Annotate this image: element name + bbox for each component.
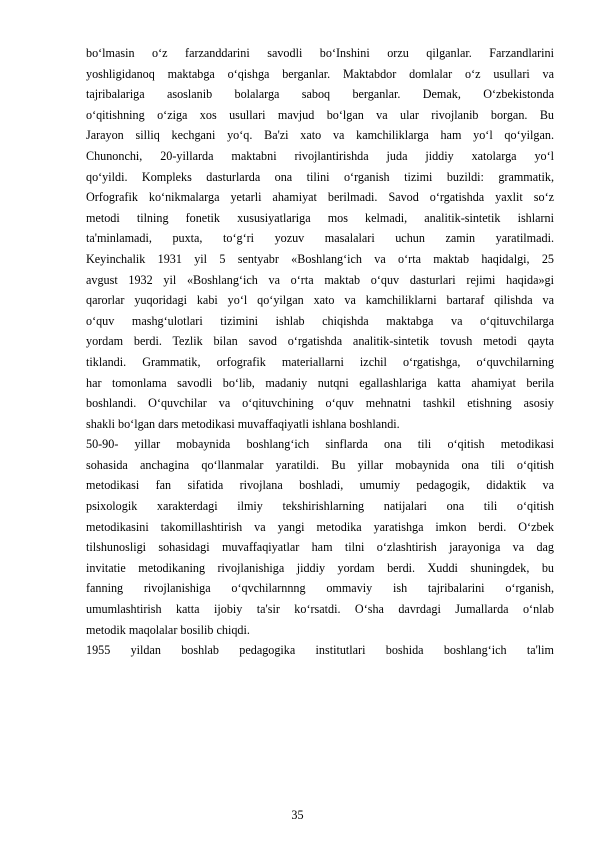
text-line: metodikasini takomillashtirish va yangi metodika yaratishga imkon berdi. Oʻzbek [86, 519, 554, 534]
text-line: umumlashtirish katta ijobiy ta'sir koʻrsatdi. Oʻsha davrdagi Jumallarda oʻnlab [86, 602, 554, 617]
text-line: qoʻyildi. Kompleks dasturlarda ona tilini oʻrganish tizimi buzildi: grammatik, [86, 169, 554, 184]
text-line: tajribalariga asoslanib bolalarga saboq berganlar. Demak, Oʻzbekistonda [86, 87, 554, 102]
text-line: invitatie metodikaning rivojlanishiga jiddiy yordam berdi. Xuddi shuningdek, bu [86, 560, 554, 575]
text-line: Jarayon silliq kechgani yoʻq. Ba'zi xato va kamchiliklarga ham yoʻl qoʻyilgan. [86, 128, 554, 143]
text-line: boshlandi. Oʻquvchilar va oʻqituvchining oʻquv mehnatni tashkil etishning asosiy [86, 396, 554, 411]
text-line: Orfografik koʻnikmalarga yetarli ahamiyat berilmadi. Savod oʻrgatishda yaxlit soʻz [86, 190, 554, 205]
text-line: Keyinchalik 1931 yil 5 sentyabr «Boshlangʻich va oʻrta maktab haqidalgi, 25 [86, 251, 554, 266]
text-line: oʻquv mashgʻulotlari tizimini ishlab chiqishda maktabga va oʻqituvchilarga [86, 313, 554, 328]
body-text [86, 43, 554, 661]
text-line: boʻlmasin oʻz farzanddarini savodli boʻInshini orzu qilganlar. Farzandlarini [86, 46, 554, 60]
paragraph-end-line: shakli boʻlgan dars metodikasi muvaffaqiyatli ishlana boshlandi. [86, 416, 400, 431]
text-line: metodi tilning fonetik xususiyatlariga mos kelmadi, analitik-sintetik ishlarni [86, 210, 554, 225]
text-line: ta'minlamadi, puxta, toʻgʻri yozuv masalalari uchun zamin yaratilmadi. [86, 231, 554, 246]
text-line: yoshligidanoq maktabga oʻqishga berganlar. Maktabdor domlalar oʻz usullari va [86, 66, 554, 81]
text-line: avgust 1932 yil «Boshlangʻich va oʻrta maktab oʻquv dasturlari rejimi haqida»gi [86, 272, 554, 287]
text-line: har tomonlama savodli boʻlib, madaniy nutqni egallashlariga katta ahamiyat berila [86, 375, 554, 390]
paragraph-end-line: metodik maqolalar bosilib chiqdi. [86, 622, 250, 637]
text-line: tiklandi. Grammatik, orfografik materiallarni izchil oʻrgatishga, oʻquvchilarning [86, 354, 554, 369]
text-line: oʻqitishning oʻziga xos usullari mavjud boʻlgan va ular rivojlanib borgan. Bu [86, 107, 554, 122]
text-line: psixologik xarakterdagi ilmiy tekshirishlarning natijalari ona tili oʻqitish [86, 499, 554, 514]
text-line: metodikasi fan sifatida rivojlana boshladi, umumiy pedagogik, didaktik va [86, 478, 554, 493]
text-line: qarorlar yuqoridagi kabi yoʻl qoʻyilgan xato va kamchiliklarni bartaraf qilishda va [86, 293, 554, 308]
text-line: Chunonchi, 20-yillarda maktabni rivojlantirishda juda jiddiy xatolarga yoʻl [86, 148, 554, 163]
text-line: 50-90- yillar mobaynida boshlangʻich sinflarda ona tili oʻqitish metodikasi [86, 437, 554, 452]
text-line: fanning rivojlanishiga oʻqvchilarnnng ommaviy ish tajribalarini oʻrganish, [86, 581, 554, 596]
text-line: yordam berdi. Tezlik bilan savod oʻrgatishda analitik-sintetik tovush metodi qayta [86, 334, 554, 349]
text-line: tilshunosligi sohasidagi muvaffaqiyatlar ham tilni oʻzlashtirish jarayoniga va dag [86, 540, 554, 555]
text-line: sohasida anchagina qoʻllanmalar yaratildi. Bu yillar mobaynida ona tili oʻqitish [86, 457, 554, 472]
page-number: 35 [291, 808, 304, 822]
text-line: 1955 yildan boshlab pedagogika institutlari boshida boshlangʻich ta'lim [86, 643, 554, 658]
